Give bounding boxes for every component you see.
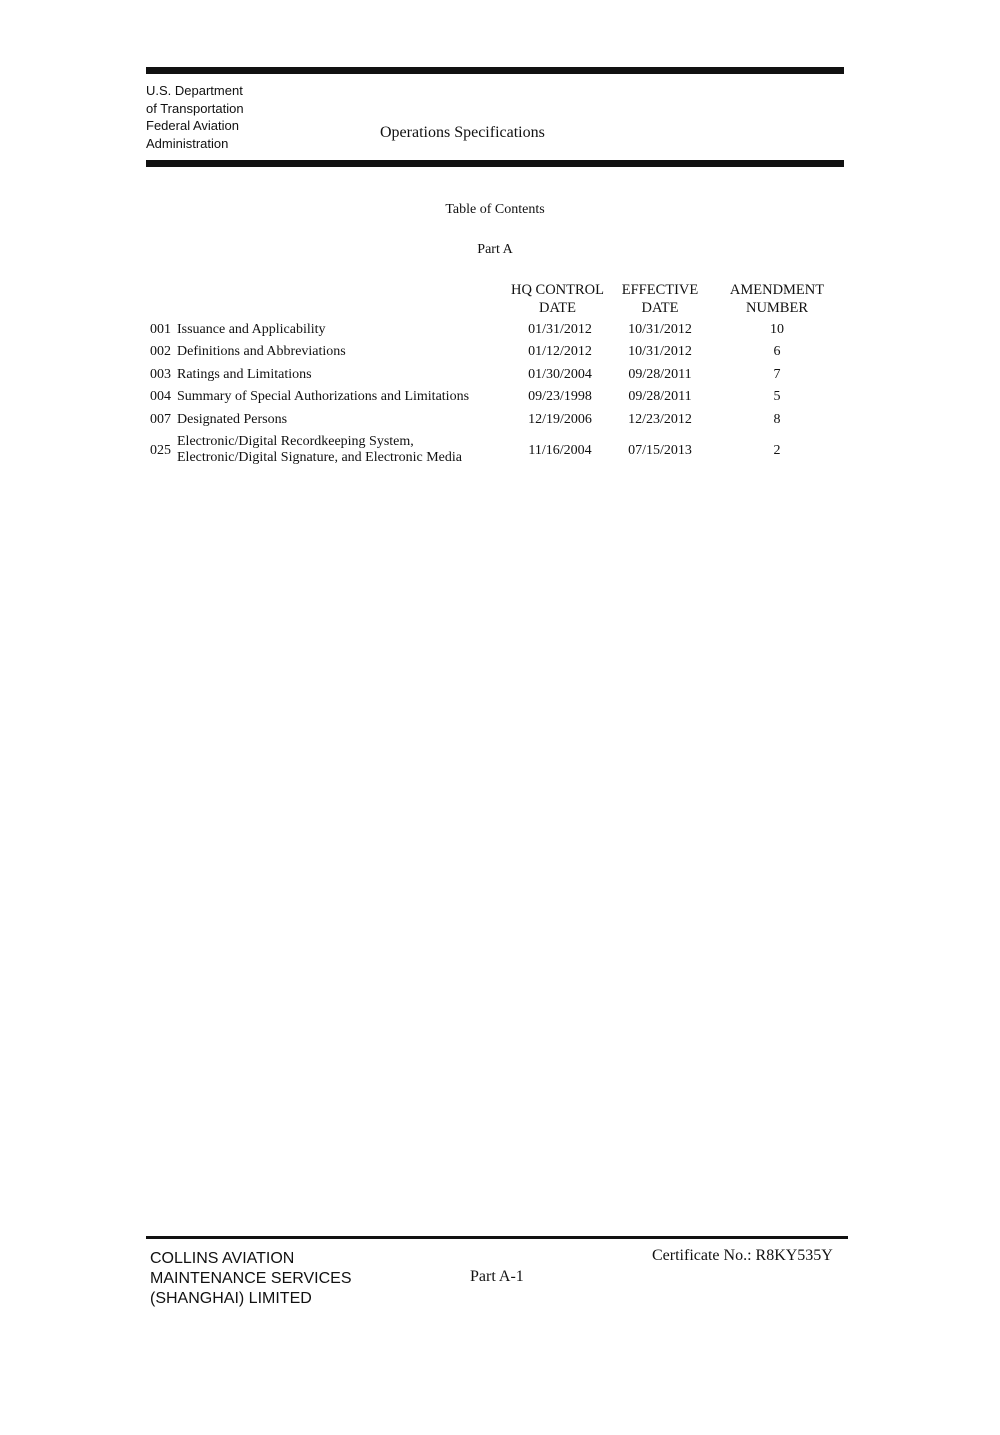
section-title: Electronic/Digital Recordkeeping System, Electronic/Digital Signature, and Electronic Media xyxy=(177,434,462,465)
part-label: Part A xyxy=(477,242,513,257)
header-bottom-rule xyxy=(146,160,844,167)
section-number: 007 xyxy=(150,412,171,427)
column-header-effective-date: EFFECTIVE DATE xyxy=(621,282,699,316)
effective-date: 12/23/2012 xyxy=(628,412,692,427)
header-top-rule xyxy=(146,67,844,74)
footer-rule xyxy=(146,1236,848,1239)
effective-date: 07/15/2013 xyxy=(628,443,692,458)
section-title: Designated Persons xyxy=(177,412,288,427)
toc-heading: Table of Contents xyxy=(445,202,545,217)
section-number: 025 xyxy=(150,443,171,458)
column-header-amendment-number: AMENDMENT NUMBER xyxy=(729,282,825,316)
agency-name xyxy=(146,82,346,152)
column-header-hq-control-date: HQ CONTROL DATE xyxy=(510,282,605,316)
section-number: 004 xyxy=(150,389,171,404)
hq-control-date: 01/30/2004 xyxy=(528,367,592,382)
section-title: Ratings and Limitations xyxy=(177,367,312,382)
effective-date: 10/31/2012 xyxy=(628,322,692,337)
hq-control-date: 11/16/2004 xyxy=(528,443,592,458)
agency-line: of Transportation xyxy=(146,100,244,116)
hq-control-date: 09/23/1998 xyxy=(528,389,592,404)
certificate-number: Certificate No.: R8KY535Y xyxy=(652,1247,833,1264)
section-title: Summary of Special Authorizations and Limitations xyxy=(177,389,470,404)
section-number: 003 xyxy=(150,367,171,382)
agency-line: U.S. Department xyxy=(146,83,243,98)
effective-date: 10/31/2012 xyxy=(628,344,692,359)
section-number: 001 xyxy=(150,322,171,337)
hq-control-date: 01/12/2012 xyxy=(528,344,592,359)
agency-line: Administration xyxy=(146,135,229,151)
amendment-number: 7 xyxy=(773,367,781,382)
section-title: Issuance and Applicability xyxy=(177,322,326,337)
document-title: Operations Specifications xyxy=(380,124,545,141)
amendment-number: 5 xyxy=(773,389,781,404)
amendment-number: 8 xyxy=(773,412,781,427)
effective-date: 09/28/2011 xyxy=(628,367,692,382)
page-number: Part A-1 xyxy=(470,1268,524,1285)
section-number: 002 xyxy=(150,344,171,359)
effective-date: 09/28/2011 xyxy=(628,389,692,404)
toc-row xyxy=(150,434,850,470)
amendment-number: 6 xyxy=(773,344,781,359)
hq-control-date: 01/31/2012 xyxy=(528,322,592,337)
hq-control-date: 12/19/2006 xyxy=(528,412,592,427)
amendment-number: 10 xyxy=(770,322,784,337)
amendment-number: 2 xyxy=(773,443,781,458)
section-title: Definitions and Abbreviations xyxy=(177,344,346,359)
company-name: COLLINS AVIATION MAINTENANCE SERVICES (SHANGHAI) LIMITED xyxy=(150,1250,352,1307)
agency-line: Federal Aviation xyxy=(146,118,239,133)
